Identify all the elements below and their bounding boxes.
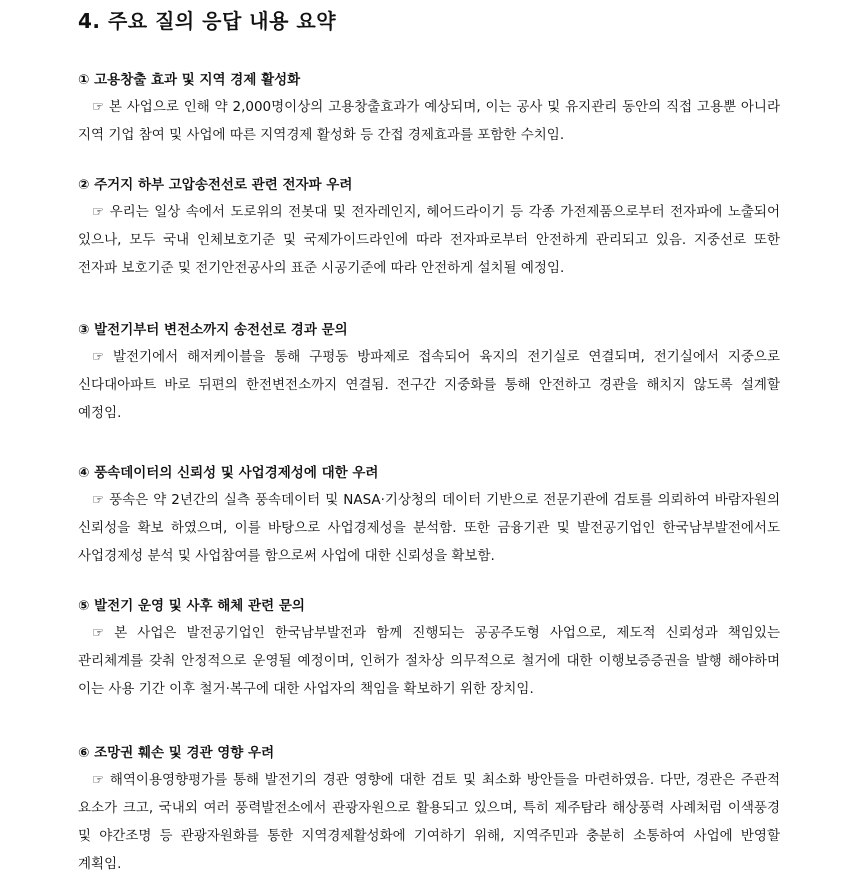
qa-section-transmission-route [78,320,780,427]
section-answer: ☞ 발전기에서 해저케이블을 통해 구평동 방파제로 접속되어 육지의 전기실로 연결되며, 전기실에서 지중으로 신다대아파트 바로 뒤편의 한전변전소까지 연결됨. 전구간 지중화를 통해 안전하고 경관을 해치지 않도록 설계할 예정임. [78,349,780,421]
section-answer: ☞ 풍속은 약 2년간의 실측 풍속데이터 및 NASA·기상청의 데이터 기반으로 전문기관에 검토를 의뢰하여 바람자원의 신뢰성을 확보 하였으며, 이를 바탕으로 사업경제성을 분석함. 또한 금융기관 및 발전공기업인 한국남부발전에서도 사업경제성 분석 및 사업참여를 함으로써 사업에 대한 신뢰성을 확보함. [78,492,780,564]
section-spacer [78,703,780,743]
section-heading: ④ 풍속데이터의 신뢰성 및 사업경제성에 대한 우려 [78,465,379,481]
section-answer: ☞ 본 사업으로 인해 약 2,000명이상의 고용창출효과가 예상되며, 이는 공사 및 유지관리 동안의 직접 고용뿐 아니라 지역 기업 참여 및 사업에 따른 지역경제 활성화 등 간접 경제효과를 포함한 수치임. [78,99,780,143]
section-heading: ⑤ 발전기 운영 및 사후 해체 관련 문의 [78,598,305,614]
section-heading: ② 주거지 하부 고압송전선로 관련 전자파 우려 [78,177,353,193]
section-answer: ☞ 본 사업은 발전공기업인 한국남부발전과 함께 진행되는 공공주도형 사업으로, 제도적 신뢰성과 책임있는 관리체계를 갖춰 안정적으로 운영될 예정이며, 인허가 절차상 의무적으로 철거에 대한 이행보증증권을 발행 해야하며 이는 사용 기간 이후 철거·복구에 대한 사업자의 책임을 확보하기 위한 장치임. [78,625,781,697]
document-title: 4. 주요 질의 응답 내용 요약 [78,9,337,33]
qa-section-operation-decommission [78,596,780,703]
section-heading: ⑥ 조망권 훼손 및 경관 영향 우려 [78,745,275,761]
section-spacer [78,570,780,596]
section-answer: ☞ 해역이용영향평가를 통해 발전기의 경관 영향에 대한 검토 및 최소화 방안들을 마련하였음. 다만, 경관은 주관적 요소가 크고, 국내외 여러 풍력발전소에서 관광자원으로 활용되고 있으며, 특히 제주탐라 해상풍력 사례처럼 이색풍경 및 야간조명 등 관광자원화를 통한 지역경제활성화에 기여하기 위해, 지역주민과 충분히 소통하여 사업에 반영할 계획임. [78,772,780,872]
qa-section-employment [78,70,780,149]
section-spacer [78,282,780,320]
qa-section-landscape [78,743,780,878]
section-answer: ☞ 우리는 일상 속에서 도로위의 전봇대 및 전자레인지, 헤어드라이기 등 각종 가전제품으로부터 전자파에 노출되어 있으나, 모두 국내 인체보호기준 및 국제가이드라인에 따라 전자파로부터 안전하게 관리되고 있음. 지중선로 또한 전자파 보호기준 및 전기안전공사의 표준 시공기준에 따라 안전하게 설치될 예정임. [78,204,780,276]
section-heading: ① 고용창출 효과 및 지역 경제 활성화 [78,72,301,88]
qa-section-wind-data [78,463,780,570]
section-heading: ③ 발전기부터 변전소까지 송전선로 경과 문의 [78,322,348,338]
qa-section-emf [78,175,780,282]
section-spacer [78,149,780,175]
section-spacer [78,427,780,463]
